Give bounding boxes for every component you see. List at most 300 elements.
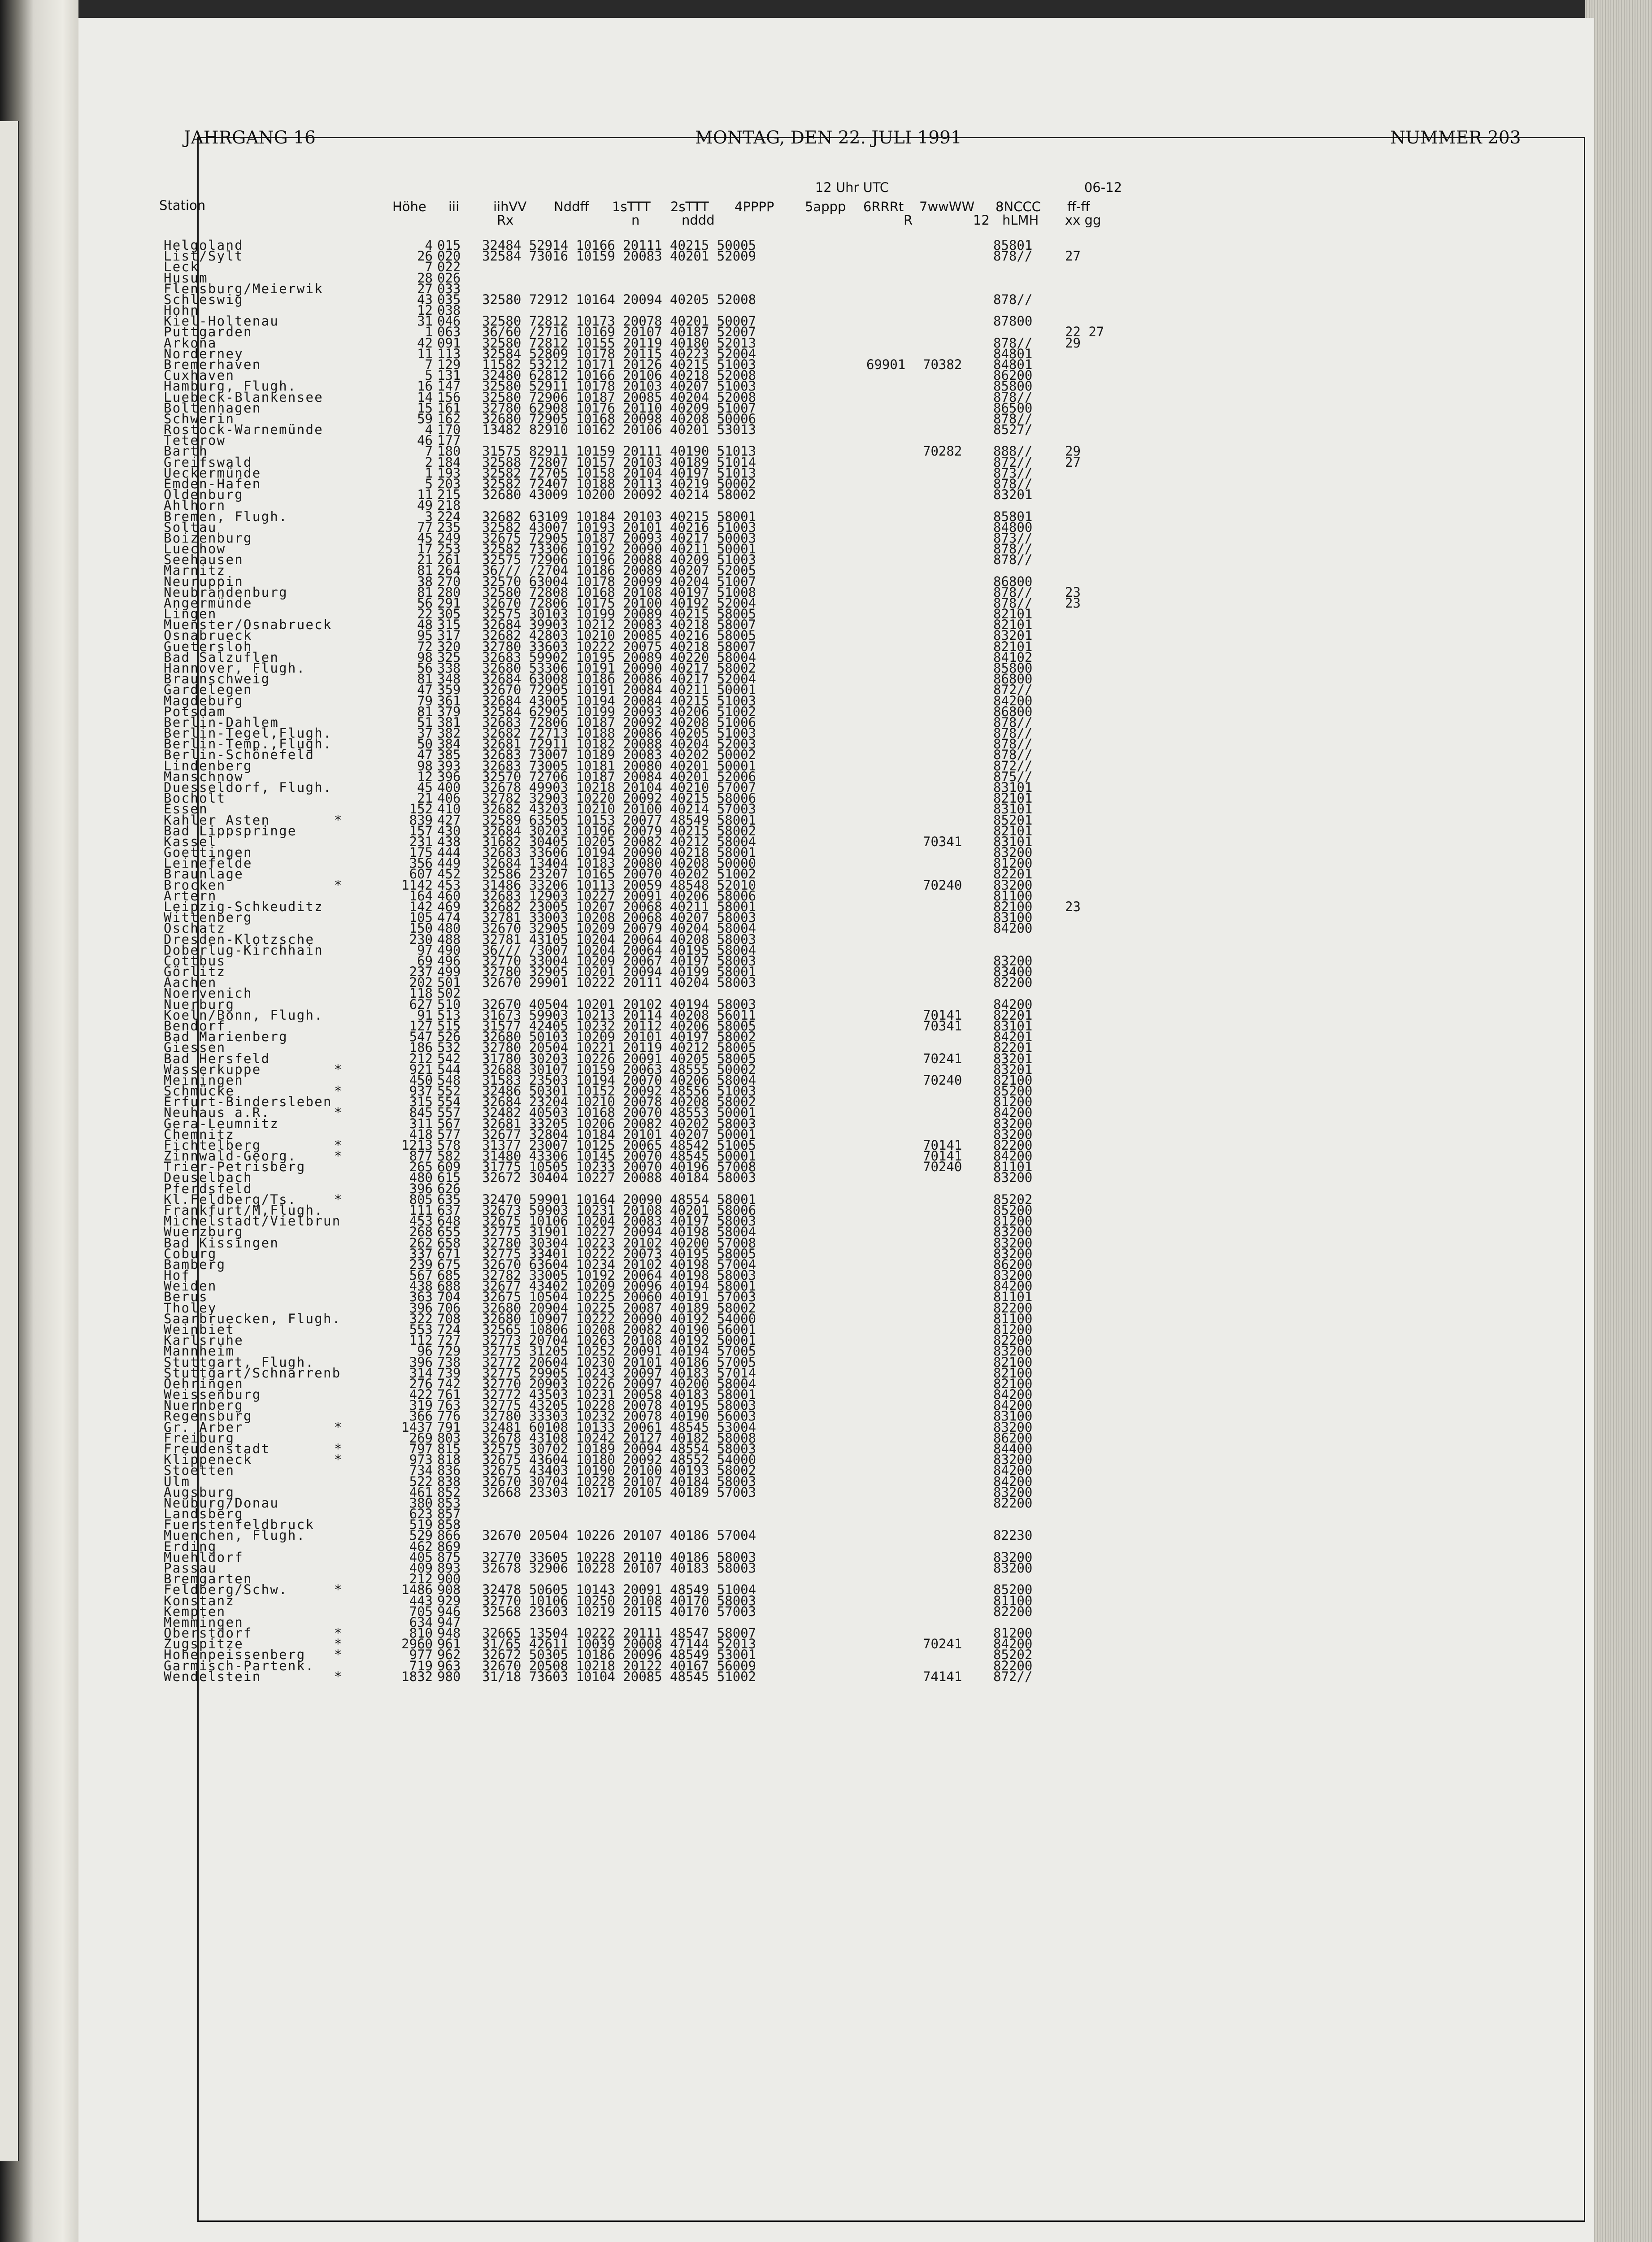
ncccc-group: 83200 (993, 1484, 1033, 1500)
synop-groups: 32781 43105 10204 20064 40208 58003 (482, 931, 756, 947)
wwww-group: 70240 (923, 1072, 962, 1088)
station-id: 320 (437, 639, 461, 654)
station-id: 180 (437, 443, 461, 459)
station-name: Noervenich (164, 986, 252, 1001)
ffff-group: 23 (1065, 899, 1081, 914)
ncccc-group: 83200 (993, 1452, 1033, 1468)
ncccc-group: 86800 (993, 704, 1033, 719)
station-id: 542 (437, 1051, 461, 1066)
synop-groups: 32670 20504 10226 20107 40186 57004 (482, 1528, 756, 1543)
mountain-marker: * (334, 1582, 342, 1598)
ncccc-group: 87800 (993, 313, 1033, 329)
elevation: 461 (409, 1484, 433, 1500)
ncccc-group: 878// (993, 736, 1033, 752)
rrrt-group: 69901 (866, 356, 906, 372)
elevation: 396 (409, 1181, 433, 1196)
ncccc-group: 84200 (993, 921, 1033, 936)
ncccc-group: 873// (993, 530, 1033, 546)
station-name: Bamberg (164, 1256, 226, 1272)
ncccc-group: 85801 (993, 508, 1033, 524)
station-id: 249 (437, 530, 461, 546)
synop-groups: 32565 10806 10208 20082 40190 56001 (482, 1322, 756, 1337)
ncccc-group: 83201 (993, 1061, 1033, 1077)
station-id: 410 (437, 801, 461, 817)
synop-groups: 36/60 /2716 10169 20107 40187 52007 (482, 324, 756, 340)
elevation: 21 (417, 791, 433, 806)
wwww-group: 74141 (923, 1668, 962, 1684)
station-name: Soltau (164, 519, 217, 535)
station-id: 496 (437, 953, 461, 969)
station-id: 474 (437, 910, 461, 925)
elevation: 14 (417, 389, 433, 405)
station-id: 020 (437, 248, 461, 264)
station-id: 704 (437, 1289, 461, 1305)
station-id: 655 (437, 1224, 461, 1240)
synop-groups: 32668 23303 10217 20105 40189 57003 (482, 1484, 756, 1500)
station-id: 947 (437, 1614, 461, 1630)
synop-groups: 32675 10106 10204 20083 40197 58003 (482, 1213, 756, 1229)
ncccc-group: 878// (993, 389, 1033, 405)
synop-groups: 32673 59903 10231 20108 40201 58006 (482, 1203, 756, 1218)
elevation: 396 (409, 1300, 433, 1316)
ncccc-group: 82200 (993, 975, 1033, 991)
synop-groups: 32480 62812 10166 20106 40218 52008 (482, 368, 756, 383)
station-id: 980 (437, 1668, 461, 1684)
rrrt-header: 6RRRt (863, 199, 904, 214)
mountain-marker: * (334, 1191, 342, 1207)
station-name: Freudenstadt (164, 1441, 270, 1456)
station-id: 499 (437, 964, 461, 980)
station-name: Hohn (164, 303, 200, 318)
station-id: 015 (437, 238, 461, 253)
synop-groups: 32781 33003 10208 20068 40207 58003 (482, 910, 756, 925)
station-id: 384 (437, 736, 461, 752)
station-id: 742 (437, 1376, 461, 1391)
station-id: 131 (437, 368, 461, 383)
elevation: 111 (409, 1203, 433, 1218)
station-name: Oldenburg (164, 487, 244, 503)
synop-groups: 32683 73007 10189 20083 40202 50002 (482, 747, 756, 763)
synop-groups: 32589 63505 10153 20077 48549 58001 (482, 812, 756, 828)
elevation: 38 (417, 574, 433, 589)
ncccc-group: 86200 (993, 1256, 1033, 1272)
ncccc-group: 82201 (993, 1007, 1033, 1023)
elevation: 547 (409, 1029, 433, 1045)
elevation: 112 (409, 1333, 433, 1348)
station-id: 729 (437, 1343, 461, 1359)
elevation: 314 (409, 1365, 433, 1381)
wwww-group: 70141 (923, 1148, 962, 1164)
mountain-marker: * (334, 1636, 342, 1652)
elevation: 47 (417, 682, 433, 698)
ncccc-group: 85801 (993, 238, 1033, 253)
station-id: 637 (437, 1203, 461, 1218)
station-id: 453 (437, 877, 461, 893)
station-name: Muenchen, Flugh. (164, 1528, 306, 1543)
synop-groups: 32482 40503 10168 20070 48553 50001 (482, 1105, 756, 1121)
station-id: 501 (437, 975, 461, 991)
station-name: Goettingen (164, 845, 252, 860)
station-name: Duesseldorf, Flugh. (164, 780, 332, 795)
station-name: Trier-Petrisberg (164, 1159, 306, 1175)
ncccc-group: 83101 (993, 1018, 1033, 1034)
elevation: 356 (409, 856, 433, 871)
station-id: 430 (437, 823, 461, 839)
station-id: 857 (437, 1506, 461, 1522)
ncccc-group: 84200 (993, 1398, 1033, 1413)
station-name: Tholey (164, 1300, 217, 1316)
station-id: 235 (437, 519, 461, 535)
elevation: 231 (409, 834, 433, 849)
elevation: 212 (409, 1051, 433, 1066)
synop-groups: 32684 43005 10194 20084 40215 51003 (482, 693, 756, 708)
station-name: Helgoland (164, 238, 244, 253)
ncccc-group: 84200 (993, 1387, 1033, 1403)
synop-groups: 31575 82911 10159 20111 40190 51013 (482, 443, 756, 459)
synop-groups: 32580 72812 10155 20119 40180 52013 (482, 335, 756, 351)
ncccc-group: 85200 (993, 1203, 1033, 1218)
ncccc-group: 83100 (993, 910, 1033, 925)
ncccc-group: 872// (993, 758, 1033, 773)
ncccc-group: 86500 (993, 400, 1033, 416)
synop-groups: 32677 32804 10184 20101 40207 50001 (482, 1126, 756, 1142)
elevation: 311 (409, 1116, 433, 1131)
station-id: 379 (437, 704, 461, 719)
synop-groups: 31486 33206 10113 20059 48548 52010 (482, 877, 756, 893)
synop-groups: 32481 60108 10133 20061 48545 53004 (482, 1419, 756, 1435)
ncccc-group: 83200 (993, 1419, 1033, 1435)
nddff-header: Nddff (554, 199, 589, 214)
station-id: 046 (437, 313, 461, 329)
elevation: 623 (409, 1506, 433, 1522)
elevation: 237 (409, 964, 433, 980)
station-name: Luechow (164, 541, 226, 557)
station-name: Berlin-Dahlem (164, 714, 279, 730)
ncccc-group: 85202 (993, 1191, 1033, 1207)
synop-groups: 32575 30103 10199 20089 40215 58005 (482, 606, 756, 622)
elevation: 5 (425, 476, 433, 491)
synop-groups: 32773 20704 10263 20108 40192 50001 (482, 1333, 756, 1348)
ncccc-group: 85200 (993, 1582, 1033, 1598)
station-id: 177 (437, 433, 461, 448)
wwww-group: 70241 (923, 1636, 962, 1652)
mountain-marker: * (334, 1419, 342, 1435)
station-name: Zugspitze (164, 1636, 244, 1652)
ncccc-group: 85800 (993, 378, 1033, 394)
synop-groups: 32582 72705 10158 20104 40197 51013 (482, 465, 756, 481)
ncccc-group: 872// (993, 682, 1033, 698)
ncccc-group: 878// (993, 552, 1033, 568)
station-name: Leipzig-Schkeuditz (164, 899, 324, 914)
station-name: Bad Lippspringe (164, 823, 297, 839)
station-id: 224 (437, 508, 461, 524)
ncccc-group: 83101 (993, 780, 1033, 795)
synop-groups: 32575 72906 10196 20088 40209 51003 (482, 552, 756, 568)
elevation: 150 (409, 921, 433, 936)
synop-groups: 32672 50305 10186 20096 48549 53001 (482, 1647, 756, 1663)
station-name: Ueckermünde (164, 465, 261, 481)
station-id: 739 (437, 1365, 461, 1381)
synop-groups: 32682 63109 10184 20103 40215 58001 (482, 508, 756, 524)
ncccc-group: 872// (993, 1668, 1033, 1684)
ncccc-group: 82200 (993, 1333, 1033, 1348)
station-name: Bad Marienberg (164, 1029, 288, 1045)
station-id: 815 (437, 1441, 461, 1456)
elevation: 45 (417, 780, 433, 795)
synop-groups: 32582 73306 10192 20090 40211 50001 (482, 541, 756, 557)
elevation: 522 (409, 1473, 433, 1489)
station-name: Landsberg (164, 1506, 244, 1522)
station-id: 452 (437, 866, 461, 882)
station-name: Fichtelberg (164, 1137, 261, 1153)
station-name: Coburg (164, 1246, 217, 1261)
station-id: 948 (437, 1625, 461, 1641)
station-id: 557 (437, 1105, 461, 1121)
station-id: 761 (437, 1387, 461, 1403)
ncccc-group: 878// (993, 584, 1033, 600)
elevation: 95 (417, 628, 433, 643)
station-name: Norderney (164, 346, 244, 361)
station-name: Rostock-Warnemünde (164, 422, 324, 438)
station-id: 147 (437, 378, 461, 394)
station-name: Lindenberg (164, 758, 252, 773)
station-id: 396 (437, 769, 461, 784)
synop-groups: 32683 72806 10187 20092 40208 51006 (482, 714, 756, 730)
elevation: 453 (409, 1213, 433, 1229)
station-id: 488 (437, 931, 461, 947)
station-name: Berus (164, 1289, 208, 1305)
elevation: 2960 (401, 1636, 433, 1652)
synop-groups: 32580 52911 10178 20103 40207 51003 (482, 378, 756, 394)
station-id: 161 (437, 400, 461, 416)
elevation: 22 (417, 606, 433, 622)
synop-groups: 32570 72706 10187 20084 40201 52006 (482, 769, 756, 784)
station-name: Gr. Arber (164, 1419, 244, 1435)
station-name: Kiel-Holtenau (164, 313, 279, 329)
elevation: 268 (409, 1224, 433, 1240)
elevation: 519 (409, 1517, 433, 1533)
station-name: Boizenburg (164, 530, 252, 546)
station-name: Klippeneck (164, 1452, 252, 1468)
wwww-group: 70240 (923, 1159, 962, 1175)
elevation: 363 (409, 1289, 433, 1305)
elevation: 127 (409, 1018, 433, 1034)
station-name: Oberstdorf (164, 1625, 252, 1641)
station-name: Leinefelde (164, 856, 252, 871)
elevation: 26 (417, 248, 433, 264)
elevation: 48 (417, 617, 433, 633)
station-name: Neubrandenburg (164, 584, 288, 600)
ncccc-group: 81100 (993, 888, 1033, 904)
ncccc-group: 83200 (993, 1343, 1033, 1359)
pppp-header: 4PPPP (735, 199, 774, 214)
elevation: 409 (409, 1560, 433, 1576)
elevation: 553 (409, 1322, 433, 1337)
synop-groups: 32680 20904 10225 20087 40189 58002 (482, 1300, 756, 1316)
ncccc-group: 81200 (993, 1094, 1033, 1110)
ncccc-group: 85202 (993, 1647, 1033, 1663)
synop-groups: 32670 20508 10218 20122 40167 56009 (482, 1658, 756, 1673)
ncccc-group: 81200 (993, 1322, 1033, 1337)
station-name: Brocken (164, 877, 226, 893)
ncccc-group: 82200 (993, 1658, 1033, 1673)
elevation: 405 (409, 1549, 433, 1565)
station-id: 866 (437, 1528, 461, 1543)
date-title: MONTAG, DEN 22. JULI 1991 (695, 128, 962, 148)
station-id: 738 (437, 1354, 461, 1370)
ncccc-group: 84200 (993, 1105, 1033, 1121)
synop-groups: 36/// /3007 10204 20064 40195 58004 (482, 942, 756, 958)
synop-groups: 32470 59901 10164 20090 48554 58001 (482, 1191, 756, 1207)
station-name: Arkona (164, 335, 217, 351)
station-id: 548 (437, 1072, 461, 1088)
elevation: 27 (417, 281, 433, 296)
synop-groups: 32683 33606 10194 20090 40218 58001 (482, 845, 756, 860)
ncccc-group: 82101 (993, 639, 1033, 654)
ffff-group: 27 (1065, 248, 1081, 264)
synop-groups: 32770 10106 10250 20108 40170 58003 (482, 1593, 756, 1608)
station-id: 113 (437, 346, 461, 361)
ncccc-group: 875// (993, 769, 1033, 784)
station-id: 449 (437, 856, 461, 871)
station-id: 406 (437, 791, 461, 806)
station-id: 609 (437, 1159, 461, 1175)
station-id: 513 (437, 1007, 461, 1023)
mountain-marker: * (334, 877, 342, 893)
page-stack-edge (1585, 0, 1652, 2242)
mountain-marker: * (334, 1647, 342, 1663)
elevation: 43 (417, 291, 433, 307)
ncccc-group: 8527/ (993, 422, 1033, 438)
station-name: Schleswig (164, 291, 244, 307)
station-id: 170 (437, 422, 461, 438)
station-id: 708 (437, 1311, 461, 1326)
ffff-group: 22 27 (1065, 324, 1104, 340)
elevation: 4 (425, 422, 433, 438)
elevation: 17 (417, 541, 433, 557)
elevation: 438 (409, 1278, 433, 1294)
synop-groups: 32688 30107 10159 20063 48555 50002 (482, 1061, 756, 1077)
station-id: 853 (437, 1495, 461, 1511)
synop-groups: 32780 32905 10201 20094 40199 58001 (482, 964, 756, 980)
elevation: 37 (417, 726, 433, 741)
elevation: 276 (409, 1376, 433, 1391)
synop-groups: 36/// /2704 10186 20089 40207 52005 (482, 563, 756, 578)
station-name: Augsburg (164, 1484, 235, 1500)
synop-groups: 32486 50301 10152 20092 48556 51003 (482, 1083, 756, 1099)
station-id: 510 (437, 996, 461, 1012)
elevation: 805 (409, 1191, 433, 1207)
station-id: 156 (437, 389, 461, 405)
station-name: Freiburg (164, 1430, 235, 1446)
synop-groups: 32584 73016 10159 20083 40201 52009 (482, 248, 756, 264)
synop-groups: 32683 59902 10195 20089 40220 58004 (482, 649, 756, 665)
elevation: 269 (409, 1430, 433, 1446)
station-name: Stuttgart, Flugh. (164, 1354, 315, 1370)
station-name: Bad Kissingen (164, 1235, 279, 1251)
synop-groups: 31780 30203 10226 20091 40205 58005 (482, 1051, 756, 1066)
station-name: Stoetten (164, 1463, 235, 1478)
elevation: 877 (409, 1148, 433, 1164)
station-id: 962 (437, 1647, 461, 1663)
ihvv-header: iihVV (493, 199, 527, 214)
elevation: 186 (409, 1040, 433, 1056)
station-id: 929 (437, 1593, 461, 1608)
ncccc-group: 878// (993, 411, 1033, 426)
synop-groups: 32780 62908 10176 20110 40209 51007 (482, 400, 756, 416)
ncccc-group: 83201 (993, 1051, 1033, 1066)
synop-groups: 32582 72407 10188 20113 40219 50002 (482, 476, 756, 491)
ncccc-group: 873// (993, 465, 1033, 481)
station-name: Weinbiet (164, 1322, 235, 1337)
station-id: 532 (437, 1040, 461, 1056)
station-name: Giessen (164, 1040, 226, 1056)
ncccc-group: 84200 (993, 1636, 1033, 1652)
mountain-marker: * (334, 1061, 342, 1077)
synop-groups: 32678 43108 10242 20127 40182 58008 (482, 1430, 756, 1446)
station-id: 893 (437, 1560, 461, 1576)
ncccc-group: 82100 (993, 1354, 1033, 1370)
station-id: 961 (437, 1636, 461, 1652)
station-name: Koeln/Bonn, Flugh. (164, 1007, 324, 1023)
synop-groups: 31377 23007 10125 20065 48542 51005 (482, 1137, 756, 1153)
synop-groups: 32682 23005 10207 20068 40211 58001 (482, 899, 756, 914)
ncccc-group: 83200 (993, 1549, 1033, 1565)
elevation: 1213 (401, 1137, 433, 1153)
synop-groups: 31480 43306 10145 20070 48545 50001 (482, 1148, 756, 1164)
station-name: Bad Salzuflen (164, 649, 279, 665)
station-id: 438 (437, 834, 461, 849)
jahrgang-label: JAHRGANG 16 (184, 128, 316, 148)
synop-groups: 32584 62905 10199 20093 40206 51002 (482, 704, 756, 719)
ncccc-group: 85200 (993, 1083, 1033, 1099)
station-id: 635 (437, 1191, 461, 1207)
appp-header: 5appp (805, 199, 846, 214)
station-name: Aachen (164, 975, 217, 991)
station-id: 026 (437, 270, 461, 286)
station-name: Marnitz (164, 563, 226, 578)
elevation: 239 (409, 1256, 433, 1272)
station-id: 361 (437, 693, 461, 708)
ncccc-group: 82100 (993, 1072, 1033, 1088)
station-name: Regensburg (164, 1408, 252, 1424)
station-id: 688 (437, 1278, 461, 1294)
ncccc-group: 85201 (993, 812, 1033, 828)
elevation: 1142 (401, 877, 433, 893)
mountain-marker: * (334, 1148, 342, 1164)
station-name: Emden-Hafen (164, 476, 261, 491)
nummer-label: NUMMER 203 (1390, 128, 1521, 148)
ncccc-group: 81200 (993, 856, 1033, 871)
station-id: 626 (437, 1181, 461, 1196)
synop-groups: 31673 59903 10213 20114 40208 56011 (482, 1007, 756, 1023)
station-name: Boltenhagen (164, 400, 261, 416)
station-id: 393 (437, 758, 461, 773)
synop-groups: 31577 42405 10232 20112 40206 58005 (482, 1018, 756, 1034)
station-id: 162 (437, 411, 461, 426)
elevation: 422 (409, 1387, 433, 1403)
station-name: Bremen, Flugh. (164, 508, 288, 524)
elevation: 45 (417, 530, 433, 546)
group-06-12-header: 06-12 (1084, 180, 1122, 195)
elevation: 81 (417, 671, 433, 687)
station-id: 671 (437, 1246, 461, 1261)
ncccc-group: 81100 (993, 1593, 1033, 1608)
ncccc-group: 85800 (993, 660, 1033, 676)
elevation: 973 (409, 1452, 433, 1468)
ncccc-group: 878// (993, 726, 1033, 741)
ncccc-group: 83101 (993, 834, 1033, 849)
